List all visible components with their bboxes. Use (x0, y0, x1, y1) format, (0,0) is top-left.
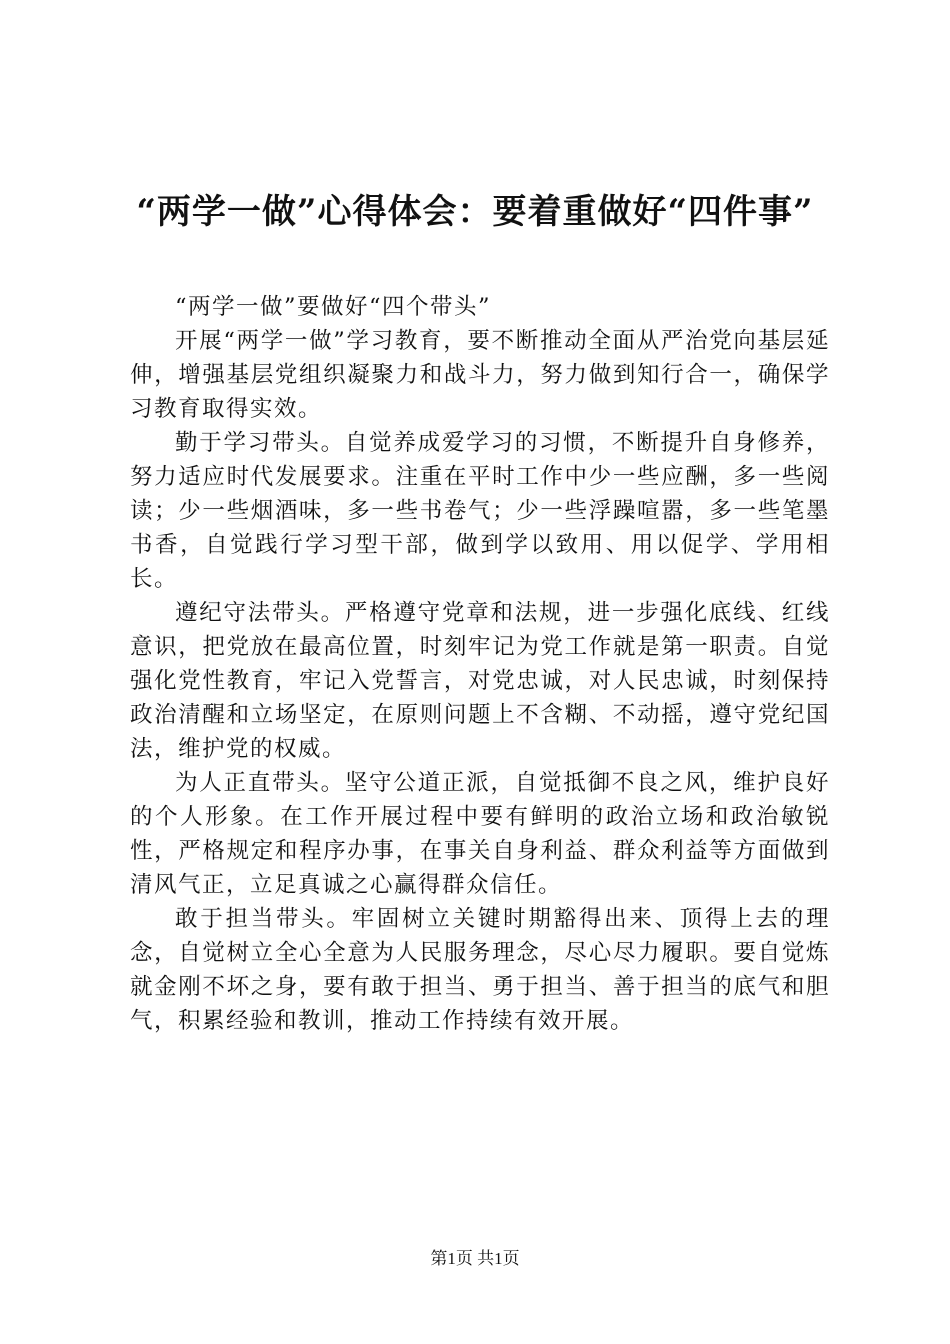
paragraph-subtitle: “两学一做”要做好“四个带头” (175, 294, 492, 320)
paragraph-discipline: 遵纪守法带头。严格遵守党章和法规，进一步强化底线、红线意识，把党放在最高位置，时刻牢记为党工作就是第一职责。自觉强化党性教育，牢记入党誓言，对党忠诚，对人民忠诚，时刻保持政治清醒和立场坚定，在原则问题上不含糊、不动摇，遵守党纪国法，维护党的权威。 (130, 600, 830, 762)
paragraph-integrity: 为人正直带头。坚守公道正派，自觉抵御不良之风，维护良好的个人形象。在工作开展过程中要有鲜明的政治立场和政治敏锐性，严格规定和程序办事，在事关自身利益、群众利益等方面做到清风气正，立足真诚之心赢得群众信任。 (130, 770, 830, 898)
paragraph-study: 勤于学习带头。自觉养成爱学习的习惯，不断提升自身修养，努力适应时代发展要求。注重在平时工作中少一些应酬，多一些阅读；少一些烟酒味，多一些书卷气；少一些浮躁喧嚣，多一些笔墨书香，自觉践行学习型干部，做到学以致用、用以促学、学用相长。 (130, 430, 830, 592)
document-body (130, 290, 830, 1038)
document-title: “两学一做”心得体会：要着重做好“四件事” (136, 192, 814, 232)
paragraph-responsibility: 敢于担当带头。牢固树立关键时期豁得出来、顶得上去的理念，自觉树立全心全意为人民服务理念，尽心尽力履职。要自觉炼就金刚不坏之身，要有敢于担当、勇于担当、善于担当的底气和胆气，积累经验和教训，推动工作持续有效开展。 (130, 906, 830, 1034)
paragraph-intro: 开展“两学一做”学习教育，要不断推动全面从严治党向基层延伸，增强基层党组织凝聚力和战斗力，努力做到知行合一，确保学习教育取得实效。 (130, 328, 830, 422)
page-number-footer: 第1页 共1页 (430, 1249, 520, 1268)
